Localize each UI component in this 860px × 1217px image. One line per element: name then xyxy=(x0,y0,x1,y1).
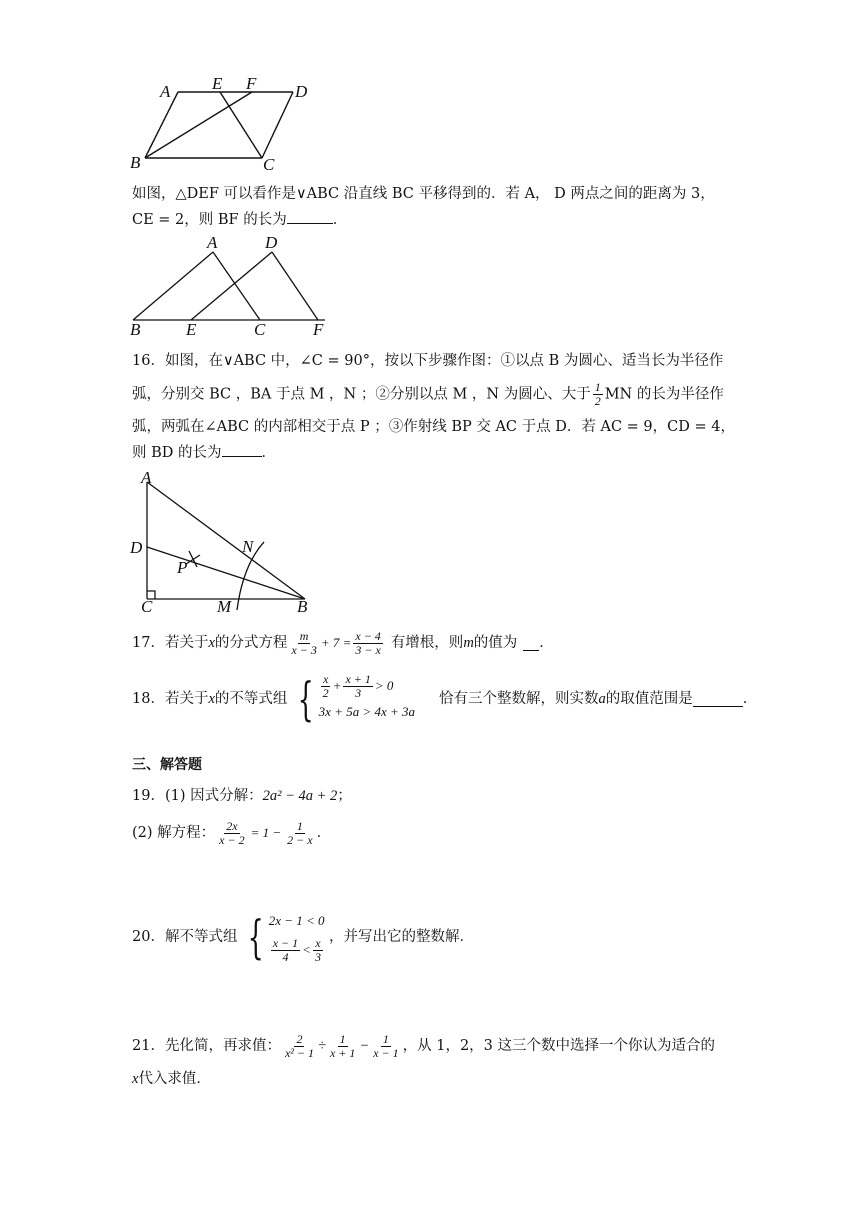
minus-sign: − xyxy=(359,1038,370,1054)
label-F: F xyxy=(246,74,257,93)
label-D: D xyxy=(265,233,278,252)
q16-text4: 则 BD 的长为 xyxy=(132,445,222,461)
var-x: x xyxy=(132,1071,139,1087)
frac-num: x − 1 xyxy=(272,935,299,950)
label-P: P xyxy=(177,558,188,577)
frac-den: x − 2 xyxy=(219,832,245,847)
q21-text-b: ，从 1，2，3 这三个数中选择一个你认为适合的 xyxy=(402,1038,716,1054)
q19-mid: = 1 − xyxy=(250,825,282,840)
q16-end: ． xyxy=(261,445,276,461)
q18-text-c: 恰有三个整数解，则实数 xyxy=(439,691,599,707)
divide-sign: ÷ xyxy=(317,1038,326,1054)
frac-num: 1 xyxy=(339,1031,346,1046)
q21-text-c: 代入求值． xyxy=(138,1071,211,1087)
q15-line1 xyxy=(132,183,715,205)
q21-line1 xyxy=(132,1027,715,1065)
frac-den: 4 xyxy=(282,949,289,964)
q17-end: ． xyxy=(539,635,554,651)
q20-text-a: 20．解不等式组 xyxy=(132,929,238,945)
label-C: C xyxy=(263,155,275,174)
q18-inequality-system xyxy=(291,673,415,725)
half-fraction xyxy=(593,381,603,408)
q18-answer-blank[interactable] xyxy=(693,692,743,707)
q16-answer-blank[interactable] xyxy=(222,456,262,457)
q21-fraction-2 xyxy=(328,1033,357,1060)
q19-expression: 2a² − 4a + 2 xyxy=(262,788,338,804)
q18-row1-tail: > 0 xyxy=(374,678,394,693)
q18-row-2: 3x + 5a > 4x + 3a xyxy=(318,704,416,719)
q17-answer-blank[interactable] xyxy=(523,636,539,651)
q19-end-1: ； xyxy=(337,788,352,804)
q18-line xyxy=(132,670,757,728)
label-A: A xyxy=(207,233,218,252)
q17-text-d: 的值为 xyxy=(473,635,518,651)
frac-den: x + 1 xyxy=(329,1045,356,1060)
var-m: m xyxy=(463,635,474,651)
frac-num: x + 1 xyxy=(345,671,371,686)
frac-num: x xyxy=(323,671,329,686)
q15-text2: CE = 2，则 BF 的长为 xyxy=(132,212,287,228)
parallelogram-figure xyxy=(125,72,325,176)
q17-line xyxy=(132,628,554,658)
q16-line2 xyxy=(132,381,724,408)
q19-text-2: (2) 解方程： xyxy=(132,825,216,841)
frac-num: m xyxy=(299,628,309,643)
label-B: B xyxy=(297,597,308,616)
label-F: F xyxy=(313,320,324,336)
left-brace-icon: { xyxy=(297,672,315,726)
q18-text-b: 的不等式组 xyxy=(214,691,288,707)
translation-figure xyxy=(125,232,340,336)
label-C: C xyxy=(254,320,266,336)
q16-text2b: MN 的长为半径作 xyxy=(604,386,724,403)
frac-den: 2 xyxy=(322,685,329,700)
q20-row-1: 2x − 1 < 0 xyxy=(268,913,325,928)
q19-line2 xyxy=(132,815,331,851)
q17-fraction-2 xyxy=(353,630,382,657)
angle-bisector-figure xyxy=(125,470,325,616)
label-B: B xyxy=(130,320,141,336)
frac-num: 1 xyxy=(594,380,601,394)
frac-den: 2 xyxy=(594,394,601,408)
label-D: D xyxy=(130,538,143,557)
frac-x-over-3 xyxy=(313,937,323,964)
q21-text-a: 21．先化简，再求值： xyxy=(132,1038,281,1054)
q20-less-than: < xyxy=(302,942,311,957)
q20-row-2 xyxy=(269,934,325,966)
frac-den: 3 xyxy=(355,685,362,700)
frac-num: 1 xyxy=(382,1031,389,1046)
q15-answer-blank[interactable] xyxy=(287,223,333,224)
label-N: N xyxy=(242,537,254,556)
q18-text-d: 的取值范围是 xyxy=(605,691,693,707)
frac-x1-over-3 xyxy=(343,673,372,700)
frac-num: 2 xyxy=(296,1031,303,1046)
frac-num: 2x xyxy=(226,818,238,833)
q17-text-b: 的分式方程 xyxy=(214,635,288,651)
q19-end-2: ． xyxy=(316,825,332,841)
q16-line4 xyxy=(132,442,276,464)
q16-line1 xyxy=(132,350,723,372)
q19-text-1: 19．(1) 因式分解： xyxy=(132,788,263,804)
q18-text-a: 18．若关于 xyxy=(132,691,209,707)
frac-x-over-2 xyxy=(321,673,331,700)
q21-fraction-1 xyxy=(283,1033,316,1060)
q19-fraction-2 xyxy=(285,820,314,847)
q17-text-a: 17．若关于 xyxy=(132,635,209,651)
q21-line2 xyxy=(132,1068,211,1090)
var-x: x xyxy=(208,691,215,707)
q17-text-c: 有增根，则 xyxy=(390,635,464,651)
q16-text3: 弧，两弧在∠ABC 的内部相交于点 P ；③作射线 BP 交 AC 于点 D．若 AC = 9，CD = 4， xyxy=(132,419,735,435)
frac-den: x² − 1 xyxy=(284,1045,314,1060)
frac-x-1-over-4 xyxy=(271,937,300,964)
q19-line1 xyxy=(132,785,352,807)
q19-fraction-1 xyxy=(217,820,246,847)
section-heading: 三、解答题 xyxy=(132,757,202,773)
frac-num: x − 4 xyxy=(355,628,381,643)
frac-den: 3 − x xyxy=(355,642,381,657)
q15-line2 xyxy=(132,209,347,231)
label-C: C xyxy=(141,597,153,616)
label-A: A xyxy=(160,82,171,101)
q20-line xyxy=(132,906,474,968)
q20-inequality-system xyxy=(241,908,325,966)
q20-text-b: ，并写出它的整数解． xyxy=(328,929,474,945)
label-M: M xyxy=(217,597,232,616)
q16-text2a: 弧，分别交 BC ，BA 于点 M ，N ；②分别以点 M ，N 为圆心、大于 xyxy=(132,386,591,403)
label-A: A xyxy=(141,470,152,487)
q15-end: ． xyxy=(332,212,348,228)
frac-num: x xyxy=(315,935,321,950)
q16-text1: 16．如图，在∨ABC 中，∠C = 90°，按以下步骤作图：①以点 B 为圆心、适当长为半径作 xyxy=(132,353,724,369)
var-a: a xyxy=(598,691,606,707)
q18-row-1: $\frac{x}{2}$ + $\frac{x + 1}{3}$ > 0 xyxy=(322,671,394,700)
label-E: E xyxy=(212,74,223,93)
var-x: x xyxy=(208,635,215,651)
frac-den: 2 − x xyxy=(287,832,313,847)
label-B: B xyxy=(130,153,141,172)
frac-den: x − 3 xyxy=(291,642,317,657)
label-E: E xyxy=(186,320,197,336)
q16-line3 xyxy=(132,416,735,438)
q18-end: ． xyxy=(742,691,758,707)
q21-fraction-3 xyxy=(371,1033,400,1060)
frac-den: x − 1 xyxy=(373,1045,399,1060)
frac-den: 3 xyxy=(314,949,321,964)
q15-text1: 如图，△DEF 可以看作是∨ABC 沿直线 BC 平移得到的．若 A， D 两点之间的距离为 3， xyxy=(132,186,715,202)
q17-fraction-1 xyxy=(289,630,318,657)
frac-num: 1 xyxy=(296,818,303,833)
q17-plus: + 7 = xyxy=(320,635,352,650)
label-D: D xyxy=(295,82,308,101)
left-brace-icon: { xyxy=(248,910,265,964)
